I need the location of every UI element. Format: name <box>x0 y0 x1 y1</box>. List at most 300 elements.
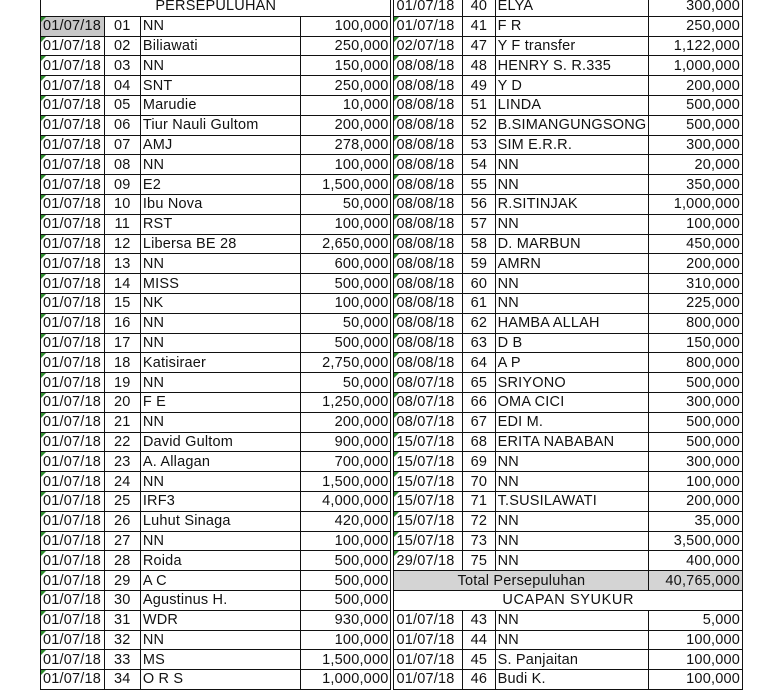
date-cell[interactable]: 01/07/18 <box>394 670 463 690</box>
date-cell[interactable]: 01/07/18 <box>41 531 105 551</box>
date-cell[interactable]: 01/07/18 <box>41 16 105 36</box>
name-cell[interactable]: R.SITINJAK <box>495 194 649 214</box>
total-amount-cell[interactable]: 40,765,000 <box>649 571 743 591</box>
name-cell[interactable]: D B <box>495 333 649 353</box>
name-cell[interactable]: D. MARBUN <box>495 234 649 254</box>
amount-cell[interactable]: 100,000 <box>649 670 743 690</box>
name-cell[interactable]: Luhut Sinaga <box>140 511 301 531</box>
name-cell[interactable]: NK <box>140 293 301 313</box>
date-cell[interactable]: 01/07/18 <box>41 175 105 195</box>
amount-cell[interactable]: 2,650,000 <box>301 234 391 254</box>
amount-cell[interactable]: 1,500,000 <box>301 650 391 670</box>
number-cell[interactable]: 05 <box>104 95 140 115</box>
number-cell[interactable]: 64 <box>463 353 495 373</box>
date-cell[interactable]: 01/07/18 <box>41 670 105 690</box>
amount-cell[interactable]: 500,000 <box>301 551 391 571</box>
amount-cell[interactable]: 100,000 <box>301 293 391 313</box>
name-cell[interactable]: SIM E.R.R. <box>495 135 649 155</box>
date-cell[interactable]: 15/07/18 <box>394 472 463 492</box>
table-row <box>41 274 743 294</box>
amount-cell[interactable]: 200,000 <box>649 254 743 274</box>
amount-cell[interactable]: 35,000 <box>649 511 743 531</box>
name-cell[interactable]: Biliawati <box>140 36 301 56</box>
number-cell[interactable]: 44 <box>463 630 495 650</box>
spreadsheet <box>40 0 743 688</box>
name-cell[interactable]: NN <box>140 373 301 393</box>
date-cell[interactable]: 02/07/18 <box>394 36 463 56</box>
amount-cell[interactable]: 150,000 <box>301 56 391 76</box>
number-cell[interactable]: 55 <box>463 175 495 195</box>
number-cell[interactable]: 11 <box>104 214 140 234</box>
name-cell[interactable]: SNT <box>140 76 301 96</box>
number-cell[interactable]: 65 <box>463 373 495 393</box>
number-cell[interactable]: 10 <box>104 194 140 214</box>
number-cell[interactable]: 67 <box>463 412 495 432</box>
number-cell[interactable]: 68 <box>463 432 495 452</box>
name-cell[interactable]: NN <box>495 274 649 294</box>
number-cell[interactable]: 47 <box>463 36 495 56</box>
table-row <box>41 254 743 274</box>
name-cell[interactable]: NN <box>495 214 649 234</box>
amount-cell[interactable]: 930,000 <box>301 610 391 630</box>
name-cell[interactable]: NN <box>140 16 301 36</box>
date-cell[interactable]: 01/07/18 <box>41 76 105 96</box>
number-cell[interactable]: 02 <box>104 36 140 56</box>
amount-cell[interactable]: 4,000,000 <box>301 491 391 511</box>
amount-cell[interactable]: 1,122,000 <box>649 36 743 56</box>
date-cell[interactable]: 15/07/18 <box>394 432 463 452</box>
amount-cell[interactable]: 100,000 <box>649 214 743 234</box>
name-cell[interactable]: David Gultom <box>140 432 301 452</box>
name-cell[interactable]: ELYA <box>495 0 649 16</box>
date-cell[interactable]: 08/08/18 <box>394 175 463 195</box>
date-cell[interactable]: 01/07/18 <box>41 115 105 135</box>
table-row <box>41 511 743 531</box>
number-cell[interactable]: 72 <box>463 511 495 531</box>
table-row <box>41 432 743 452</box>
number-cell[interactable]: 33 <box>104 650 140 670</box>
amount-cell[interactable]: 3,500,000 <box>649 531 743 551</box>
table-row <box>41 313 743 333</box>
name-cell[interactable]: HAMBA ALLAH <box>495 313 649 333</box>
date-cell[interactable]: 29/07/18 <box>394 551 463 571</box>
amount-cell[interactable]: 278,000 <box>301 135 391 155</box>
number-cell[interactable]: 56 <box>463 194 495 214</box>
number-cell[interactable]: 66 <box>463 392 495 412</box>
date-cell[interactable]: 01/07/18 <box>394 650 463 670</box>
table-row <box>41 373 743 393</box>
amount-cell[interactable]: 500,000 <box>649 432 743 452</box>
amount-cell[interactable]: 300,000 <box>649 135 743 155</box>
number-cell[interactable]: 73 <box>463 531 495 551</box>
table-row <box>41 214 743 234</box>
name-cell[interactable]: Y F transfer <box>495 36 649 56</box>
number-cell[interactable]: 43 <box>463 610 495 630</box>
name-cell[interactable]: Budi K. <box>495 670 649 690</box>
amount-cell[interactable]: 300,000 <box>649 0 743 16</box>
amount-cell[interactable]: 2,750,000 <box>301 353 391 373</box>
amount-cell[interactable]: 500,000 <box>649 115 743 135</box>
date-cell[interactable]: 01/07/18 <box>41 373 105 393</box>
table-row <box>41 234 743 254</box>
name-cell[interactable]: Roida <box>140 551 301 571</box>
number-cell[interactable]: 60 <box>463 274 495 294</box>
amount-cell[interactable]: 100,000 <box>649 472 743 492</box>
date-cell[interactable]: 01/07/18 <box>41 472 105 492</box>
amount-cell[interactable]: 250,000 <box>301 76 391 96</box>
amount-cell[interactable]: 10,000 <box>301 95 391 115</box>
date-cell[interactable]: 08/08/18 <box>394 214 463 234</box>
amount-cell[interactable]: 300,000 <box>649 452 743 472</box>
amount-cell[interactable]: 225,000 <box>649 293 743 313</box>
date-cell[interactable]: 01/07/18 <box>41 551 105 571</box>
name-cell[interactable]: Y D <box>495 76 649 96</box>
table-row <box>41 452 743 472</box>
number-cell[interactable]: 30 <box>104 590 140 610</box>
amount-cell[interactable]: 1,000,000 <box>301 670 391 690</box>
amount-cell[interactable]: 420,000 <box>301 511 391 531</box>
table-row <box>41 115 743 135</box>
number-cell[interactable]: 27 <box>104 531 140 551</box>
amount-cell[interactable]: 1,500,000 <box>301 175 391 195</box>
name-cell[interactable]: S. Panjaitan <box>495 650 649 670</box>
amount-cell[interactable]: 150,000 <box>649 333 743 353</box>
date-cell[interactable]: 08/07/18 <box>394 373 463 393</box>
section-title-cell: PERSEPULUHAN <box>41 0 391 16</box>
amount-cell[interactable]: 250,000 <box>649 16 743 36</box>
number-cell[interactable]: 18 <box>104 353 140 373</box>
table-row <box>41 610 743 630</box>
name-cell[interactable]: NN <box>140 313 301 333</box>
name-cell[interactable]: NN <box>495 175 649 195</box>
name-cell[interactable]: B.SIMANGUNGSONG <box>495 115 649 135</box>
amount-cell[interactable]: 700,000 <box>301 452 391 472</box>
table-row <box>41 293 743 313</box>
date-cell[interactable]: 15/07/18 <box>394 511 463 531</box>
number-cell[interactable]: 25 <box>104 491 140 511</box>
name-cell[interactable]: OMA CICI <box>495 392 649 412</box>
name-cell[interactable]: NN <box>495 610 649 630</box>
number-cell[interactable]: 61 <box>463 293 495 313</box>
number-cell[interactable]: 75 <box>463 551 495 571</box>
table-row <box>41 472 743 492</box>
date-cell[interactable]: 08/08/18 <box>394 293 463 313</box>
amount-cell[interactable]: 200,000 <box>649 491 743 511</box>
amount-cell[interactable]: 100,000 <box>301 16 391 36</box>
amount-cell[interactable]: 900,000 <box>301 432 391 452</box>
number-cell[interactable]: 21 <box>104 412 140 432</box>
amount-cell[interactable]: 500,000 <box>301 274 391 294</box>
date-cell[interactable]: 08/08/18 <box>394 234 463 254</box>
amount-cell[interactable]: 1,000,000 <box>649 194 743 214</box>
name-cell[interactable]: NN <box>140 56 301 76</box>
amount-cell[interactable]: 800,000 <box>649 353 743 373</box>
date-cell[interactable]: 08/07/18 <box>394 392 463 412</box>
amount-cell[interactable]: 400,000 <box>649 551 743 571</box>
number-cell[interactable]: 20 <box>104 392 140 412</box>
name-cell[interactable]: MISS <box>140 274 301 294</box>
name-cell[interactable]: NN <box>140 412 301 432</box>
table-row <box>41 135 743 155</box>
number-cell[interactable]: 26 <box>104 511 140 531</box>
number-cell[interactable]: 41 <box>463 16 495 36</box>
date-cell[interactable]: 01/07/18 <box>41 333 105 353</box>
date-cell[interactable]: 01/07/18 <box>41 392 105 412</box>
date-cell[interactable]: 01/07/18 <box>41 452 105 472</box>
date-cell[interactable]: 01/07/18 <box>41 194 105 214</box>
amount-cell[interactable]: 450,000 <box>649 234 743 254</box>
name-cell[interactable]: IRF3 <box>140 491 301 511</box>
table-row <box>41 412 743 432</box>
name-cell[interactable]: Libersa BE 28 <box>140 234 301 254</box>
name-cell[interactable]: NN <box>140 472 301 492</box>
date-cell[interactable]: 15/07/18 <box>394 531 463 551</box>
date-cell[interactable]: 01/07/18 <box>41 293 105 313</box>
number-cell[interactable]: 46 <box>463 670 495 690</box>
table-row <box>41 36 743 56</box>
name-cell[interactable]: HENRY S. R.335 <box>495 56 649 76</box>
number-cell[interactable]: 23 <box>104 452 140 472</box>
number-cell[interactable]: 53 <box>463 135 495 155</box>
name-cell[interactable]: WDR <box>140 610 301 630</box>
amount-cell[interactable]: 50,000 <box>301 313 391 333</box>
date-cell[interactable]: 08/08/18 <box>394 353 463 373</box>
date-cell[interactable]: 01/07/18 <box>41 313 105 333</box>
number-cell[interactable]: 22 <box>104 432 140 452</box>
name-cell[interactable]: NN <box>140 531 301 551</box>
name-cell[interactable]: A C <box>140 571 301 591</box>
amount-cell[interactable]: 1,000,000 <box>649 56 743 76</box>
table-row <box>41 194 743 214</box>
date-cell[interactable]: 01/07/18 <box>41 214 105 234</box>
name-cell[interactable]: T.SUSILAWATI <box>495 491 649 511</box>
amount-cell[interactable]: 20,000 <box>649 155 743 175</box>
name-cell[interactable]: MS <box>140 650 301 670</box>
amount-cell[interactable]: 100,000 <box>301 630 391 650</box>
amount-cell[interactable]: 50,000 <box>301 373 391 393</box>
date-cell[interactable]: 01/07/18 <box>41 432 105 452</box>
number-cell[interactable]: 13 <box>104 254 140 274</box>
name-cell[interactable]: NN <box>495 472 649 492</box>
date-cell[interactable]: 01/07/18 <box>41 650 105 670</box>
date-cell[interactable]: 01/07/18 <box>41 56 105 76</box>
amount-cell[interactable]: 100,000 <box>649 630 743 650</box>
number-cell[interactable]: 51 <box>463 95 495 115</box>
date-cell[interactable]: 01/07/18 <box>41 412 105 432</box>
name-cell[interactable]: Marudie <box>140 95 301 115</box>
number-cell[interactable]: 48 <box>463 56 495 76</box>
name-cell[interactable]: NN <box>495 531 649 551</box>
name-cell[interactable]: AMRN <box>495 254 649 274</box>
name-cell[interactable]: A P <box>495 353 649 373</box>
name-cell[interactable]: LINDA <box>495 95 649 115</box>
amount-cell[interactable]: 200,000 <box>649 76 743 96</box>
name-cell[interactable]: Tiur Nauli Gultom <box>140 115 301 135</box>
name-cell[interactable]: RST <box>140 214 301 234</box>
date-cell[interactable]: 08/08/18 <box>394 135 463 155</box>
date-cell[interactable]: 01/07/18 <box>41 234 105 254</box>
date-cell[interactable]: 08/08/18 <box>394 254 463 274</box>
date-cell[interactable]: 01/07/18 <box>41 95 105 115</box>
amount-cell[interactable]: 100,000 <box>301 155 391 175</box>
name-cell[interactable]: NN <box>495 551 649 571</box>
table-row <box>41 670 743 690</box>
number-cell[interactable]: 14 <box>104 274 140 294</box>
date-cell[interactable]: 01/07/18 <box>41 36 105 56</box>
date-cell[interactable]: 15/07/18 <box>394 491 463 511</box>
number-cell[interactable]: 59 <box>463 254 495 274</box>
table-row <box>41 531 743 551</box>
table-row <box>41 16 743 36</box>
amount-cell[interactable]: 100,000 <box>649 650 743 670</box>
date-cell[interactable]: 01/07/18 <box>394 16 463 36</box>
date-cell[interactable]: 01/07/18 <box>41 491 105 511</box>
amount-cell[interactable]: 250,000 <box>301 36 391 56</box>
number-cell[interactable]: 12 <box>104 234 140 254</box>
name-cell[interactable]: NN <box>140 254 301 274</box>
name-cell[interactable]: NN <box>495 155 649 175</box>
date-cell[interactable]: 01/07/18 <box>41 511 105 531</box>
name-cell[interactable]: Ibu Nova <box>140 194 301 214</box>
name-cell[interactable]: NN <box>140 333 301 353</box>
number-cell[interactable]: 17 <box>104 333 140 353</box>
number-cell[interactable]: 69 <box>463 452 495 472</box>
ledger-table <box>40 0 743 690</box>
number-cell[interactable]: 19 <box>104 373 140 393</box>
number-cell[interactable]: 04 <box>104 76 140 96</box>
number-cell[interactable]: 40 <box>463 0 495 16</box>
name-cell[interactable]: E2 <box>140 175 301 195</box>
date-cell[interactable]: 08/08/18 <box>394 95 463 115</box>
number-cell[interactable]: 28 <box>104 551 140 571</box>
date-cell[interactable]: 08/08/18 <box>394 76 463 96</box>
number-cell[interactable]: 63 <box>463 333 495 353</box>
name-cell[interactable]: NN <box>495 511 649 531</box>
number-cell[interactable]: 08 <box>104 155 140 175</box>
amount-cell[interactable]: 300,000 <box>649 392 743 412</box>
name-cell[interactable]: EDI M. <box>495 412 649 432</box>
date-cell[interactable]: 08/08/18 <box>394 194 463 214</box>
date-cell[interactable]: 08/08/18 <box>394 56 463 76</box>
table-row <box>41 590 743 610</box>
number-cell[interactable]: 07 <box>104 135 140 155</box>
date-cell[interactable]: 08/08/18 <box>394 274 463 294</box>
amount-cell[interactable]: 800,000 <box>649 313 743 333</box>
date-cell[interactable]: 08/08/18 <box>394 313 463 333</box>
number-cell[interactable]: 62 <box>463 313 495 333</box>
date-cell[interactable]: 15/07/18 <box>394 452 463 472</box>
amount-cell[interactable]: 200,000 <box>301 115 391 135</box>
number-cell[interactable]: 34 <box>104 670 140 690</box>
date-cell[interactable]: 08/08/18 <box>394 333 463 353</box>
amount-cell[interactable]: 500,000 <box>649 95 743 115</box>
number-cell[interactable]: 54 <box>463 155 495 175</box>
name-cell[interactable]: A. Allagan <box>140 452 301 472</box>
name-cell[interactable]: NN <box>495 452 649 472</box>
number-cell[interactable]: 24 <box>104 472 140 492</box>
amount-cell[interactable]: 500,000 <box>301 571 391 591</box>
number-cell[interactable]: 06 <box>104 115 140 135</box>
name-cell[interactable]: AMJ <box>140 135 301 155</box>
amount-cell[interactable]: 100,000 <box>301 531 391 551</box>
amount-cell[interactable]: 310,000 <box>649 274 743 294</box>
date-cell[interactable]: 01/07/18 <box>41 274 105 294</box>
amount-cell[interactable]: 500,000 <box>649 412 743 432</box>
name-cell[interactable]: NN <box>495 293 649 313</box>
name-cell[interactable]: NN <box>140 630 301 650</box>
number-cell[interactable]: 52 <box>463 115 495 135</box>
amount-cell[interactable]: 500,000 <box>301 333 391 353</box>
number-cell[interactable]: 16 <box>104 313 140 333</box>
name-cell[interactable]: Agustinus H. <box>140 590 301 610</box>
amount-cell[interactable]: 350,000 <box>649 175 743 195</box>
date-cell[interactable]: 01/07/18 <box>41 571 105 591</box>
amount-cell[interactable]: 1,500,000 <box>301 472 391 492</box>
name-cell[interactable]: NN <box>140 155 301 175</box>
name-cell[interactable]: SRIYONO <box>495 373 649 393</box>
date-cell[interactable]: 01/07/18 <box>41 135 105 155</box>
name-cell[interactable]: O R S <box>140 670 301 690</box>
date-cell[interactable]: 08/08/18 <box>394 115 463 135</box>
name-cell[interactable]: F E <box>140 392 301 412</box>
date-cell[interactable]: 01/07/18 <box>41 155 105 175</box>
number-cell[interactable]: 01 <box>104 16 140 36</box>
date-cell[interactable]: 01/07/18 <box>394 610 463 630</box>
date-cell[interactable]: 08/08/18 <box>394 155 463 175</box>
amount-cell[interactable]: 600,000 <box>301 254 391 274</box>
date-cell[interactable]: 01/07/18 <box>394 630 463 650</box>
table-row <box>41 76 743 96</box>
amount-cell[interactable]: 50,000 <box>301 194 391 214</box>
number-cell[interactable]: 70 <box>463 472 495 492</box>
date-cell[interactable]: 01/07/18 <box>41 590 105 610</box>
number-cell[interactable]: 31 <box>104 610 140 630</box>
amount-cell[interactable]: 1,250,000 <box>301 392 391 412</box>
date-cell[interactable]: 01/07/18 <box>394 0 463 16</box>
table-row <box>41 333 743 353</box>
name-cell[interactable]: F R <box>495 16 649 36</box>
table-row <box>41 56 743 76</box>
number-cell[interactable]: 32 <box>104 630 140 650</box>
date-cell[interactable]: 08/07/18 <box>394 412 463 432</box>
table-row <box>41 551 743 571</box>
name-cell[interactable]: NN <box>495 630 649 650</box>
number-cell[interactable]: 15 <box>104 293 140 313</box>
date-cell[interactable]: 01/07/18 <box>41 353 105 373</box>
total-label-cell[interactable]: Total Persepuluhan <box>394 571 649 591</box>
number-cell[interactable]: 58 <box>463 234 495 254</box>
amount-cell[interactable]: 5,000 <box>649 610 743 630</box>
number-cell[interactable]: 09 <box>104 175 140 195</box>
amount-cell[interactable]: 200,000 <box>301 412 391 432</box>
amount-cell[interactable]: 500,000 <box>301 590 391 610</box>
date-cell[interactable]: 01/07/18 <box>41 630 105 650</box>
number-cell[interactable]: 45 <box>463 650 495 670</box>
name-cell[interactable]: ERITA NABABAN <box>495 432 649 452</box>
number-cell[interactable]: 71 <box>463 491 495 511</box>
amount-cell[interactable]: 100,000 <box>301 214 391 234</box>
table-row <box>41 491 743 511</box>
amount-cell[interactable]: 500,000 <box>649 373 743 393</box>
thanks-header-cell[interactable]: UCAPAN SYUKUR <box>394 590 743 610</box>
name-cell[interactable]: Katisiraer <box>140 353 301 373</box>
number-cell[interactable]: 57 <box>463 214 495 234</box>
date-cell[interactable]: 01/07/18 <box>41 254 105 274</box>
number-cell[interactable]: 03 <box>104 56 140 76</box>
date-cell[interactable]: 01/07/18 <box>41 610 105 630</box>
number-cell[interactable]: 29 <box>104 571 140 591</box>
number-cell[interactable]: 49 <box>463 76 495 96</box>
